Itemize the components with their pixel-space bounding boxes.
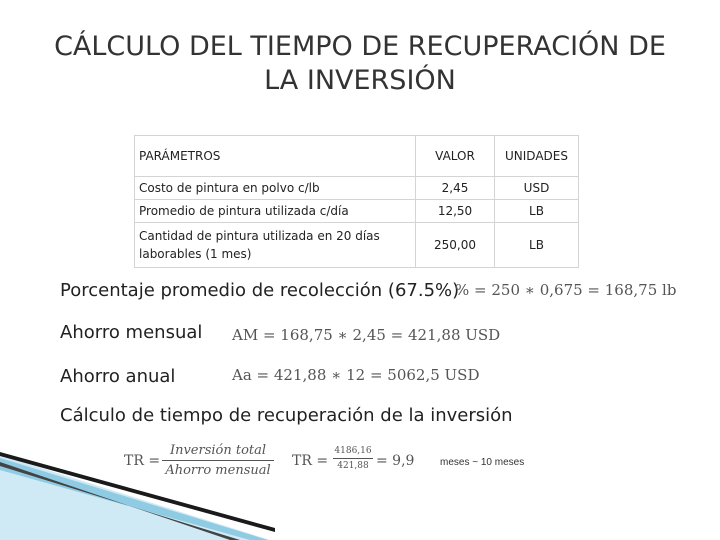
param-cell: Cantidad de pintura utilizada en 20 días laborables (1 mes) (135, 223, 416, 268)
ahorro-mensual-label: Ahorro mensual (60, 322, 203, 343)
page-title: CÁLCULO DEL TIEMPO DE RECUPERACIÓN DE LA INVERSIÓN (54, 31, 666, 96)
header-unidades: UNIDADES (495, 136, 579, 177)
table-row (135, 223, 579, 268)
header-valor: VALOR (416, 136, 495, 177)
fraction-bar (333, 458, 373, 459)
tr2-numerator: 4186,16 (334, 446, 372, 456)
ahorro-mensual-formula: AM = 168,75 ∗ 2,45 = 421,88 USD (232, 326, 501, 344)
tr2-denominator: 421,88 (337, 461, 369, 471)
unit-cell: LB (495, 200, 579, 223)
tr2-lhs: TR = (292, 453, 329, 469)
parameters-table (134, 135, 579, 268)
param-cell: Promedio de pintura utilizada c/día (135, 200, 416, 223)
tr1-fraction (162, 443, 274, 478)
table-row (135, 200, 579, 223)
header-parametros: PARÁMETROS (135, 136, 416, 177)
value-cell: 2,45 (416, 177, 495, 200)
tr1-denominator: Ahorro mensual (165, 463, 271, 478)
tr2-result: = 9,9 (376, 453, 415, 469)
tr2-fraction (333, 446, 373, 471)
ahorro-anual-label: Ahorro anual (60, 366, 176, 387)
table-row (135, 177, 579, 200)
porcentaje-label: Porcentaje promedio de recolección (67.5%) (60, 280, 460, 301)
table-header-row (135, 136, 579, 177)
recuperacion-label: Cálculo de tiempo de recuperación de la inversión (60, 405, 513, 426)
unit-cell: LB (495, 223, 579, 268)
tr1-numerator: Inversión total (169, 443, 267, 458)
ahorro-anual-formula: Aa = 421,88 ∗ 12 = 5062,5 USD (232, 366, 480, 384)
fraction-bar (162, 460, 274, 461)
tr1-lhs: TR = (124, 453, 161, 469)
value-cell: 12,50 (416, 200, 495, 223)
unit-cell: USD (495, 177, 579, 200)
param-cell: Costo de pintura en polvo c/lb (135, 177, 416, 200)
value-cell: 250,00 (416, 223, 495, 268)
porcentaje-formula: % = 250 ∗ 0,675 = 168,75 lb (455, 281, 677, 299)
recuperacion-note: meses ~ 10 meses (440, 457, 525, 468)
